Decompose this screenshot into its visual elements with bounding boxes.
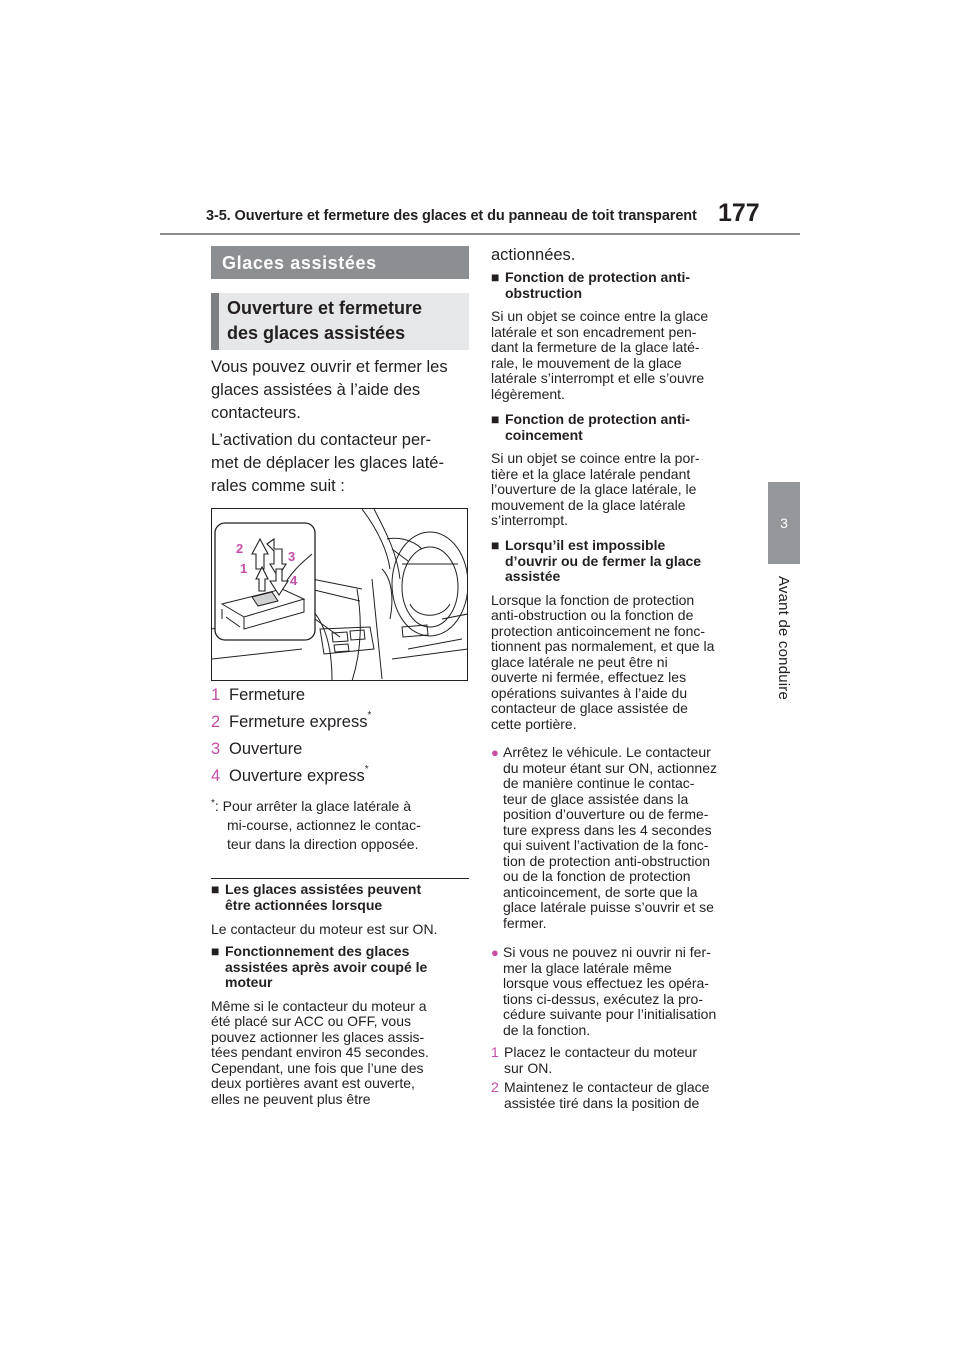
- intro-paragraph-2: L’activation du contacteur per- met de déplacer les glaces laté- rales comme suit :: [211, 431, 444, 495]
- list-item: 3 Ouverture: [211, 740, 303, 758]
- intro-paragraph-1: Vous pouvez ouvrir et fermer les glaces assistées à l’aide des contacteurs.: [211, 358, 448, 422]
- callout-label-3: 3: [288, 549, 296, 564]
- continued-text: actionnées.: [491, 246, 576, 264]
- line-drawing: [212, 509, 468, 681]
- note-heading: ■ Lorsqu’il est impossible d’ouvrir ou de fermer la glace assistée: [491, 537, 702, 584]
- list-item: 1 Fermeture: [211, 686, 306, 704]
- header-rule: [160, 233, 800, 235]
- note-heading: ■ Fonction de protection anti- obstruction: [491, 269, 691, 301]
- note-body: Lorsque la fonction de protection anti-obstruction ou la fonction de protection anticoincement ne fonc- tionnent pas normalement, et que la glace latérale ne peut être ni ouverte ni fermée, effectuez les opérations suivantes à l’aide du contacteur de glace assistée de cette portière.: [491, 591, 715, 732]
- bullet-item: ● Si vous ne pouvez ni ouvrir ni fer- mer la glace latérale même lorsque vous effectuez les opéra- tions ci-dessus, exécutez la pro- cédure suivante pour l’initialisation de la fonction.: [491, 944, 717, 1038]
- subsection-title: [211, 293, 469, 350]
- operation-list: [211, 686, 469, 794]
- note-section: [491, 270, 748, 402]
- bullet-dot-icon: ●: [491, 945, 499, 960]
- footnote: *: Pour arrêter la glace latérale à mi-course, actionnez le contac- teur dans la direction opposée.: [211, 798, 421, 852]
- subsection-title-line: des glaces assistées: [227, 323, 406, 343]
- note-section: [491, 412, 748, 529]
- numbered-step: 2 Maintenez le contacteur de glace assistée tiré dans la position de: [491, 1079, 710, 1111]
- page-number: 177: [718, 199, 760, 227]
- numbered-step: 1 Placez le contacteur du moteur sur ON.: [491, 1044, 697, 1076]
- note-body: Même si le contacteur du moteur a été placé sur ACC ou OFF, vous pouvez actionner les glaces assis- tées pendant environ 45 secondes. Cependant, une fois que l’une des deux portières avant est ouverte, elles ne peuvent plus être: [211, 997, 429, 1107]
- note-section: [211, 882, 469, 938]
- callout-label-4: 4: [290, 573, 298, 588]
- running-header: 3-5. Ouverture et fermeture des glaces et du panneau de toit transparent: [206, 208, 697, 224]
- section-title: Glaces assistées: [211, 246, 469, 279]
- bullet-dot-icon: ●: [491, 745, 499, 760]
- divider: [211, 878, 469, 879]
- callout-label-2: 2: [236, 541, 244, 556]
- subsection-title-line: Ouverture et fermeture: [227, 298, 423, 318]
- note-heading: ■ Fonction de protection anti- coincement: [491, 411, 691, 443]
- power-window-switch-illustration: [211, 508, 468, 681]
- list-item: 4 Ouverture express *: [211, 764, 369, 785]
- chapter-tab: 3: [768, 482, 800, 564]
- note-heading: ■ Les glaces assistées peuvent être actionnées lorsque: [211, 881, 422, 913]
- note-body: Le contacteur du moteur est sur ON.: [211, 921, 438, 937]
- chapter-label: Avant de conduire: [775, 576, 792, 701]
- note-heading: ■ Fonctionnement des glaces assistées après avoir coupé le moteur: [211, 943, 428, 990]
- callout-label-1: 1: [240, 561, 248, 576]
- note-section: [491, 538, 748, 732]
- note-body: Si un objet se coince entre la glace latérale et son encadrement pen- dant la fermeture de la glace laté- rale, le mouvement de la glace latérale s’interrompt et elle s’ouvre légèrement.: [491, 308, 709, 402]
- bullet-item: ● Arrêtez le véhicule. Le contacteur du moteur étant sur ON, actionnez de manière continue le contac- teur de glace assistée dans la position d’ouverture ou de ferme- ture express dans les 4 secondes qui suivent l’activation de la fonc- tion de protection anti-obstruction ou de la fonction de protection anticoincement, de sorte que la glace latérale puisse s’ouvrir et se fermer.: [491, 744, 717, 931]
- note-body: Si un objet se coince entre la por- tière et la glace latérale pendant l’ouverture de la glace latérale, le mouvement de la glace latérale s’interrompt.: [491, 450, 700, 528]
- list-item: 2 Fermeture express *: [211, 710, 372, 731]
- note-section: [211, 944, 469, 1107]
